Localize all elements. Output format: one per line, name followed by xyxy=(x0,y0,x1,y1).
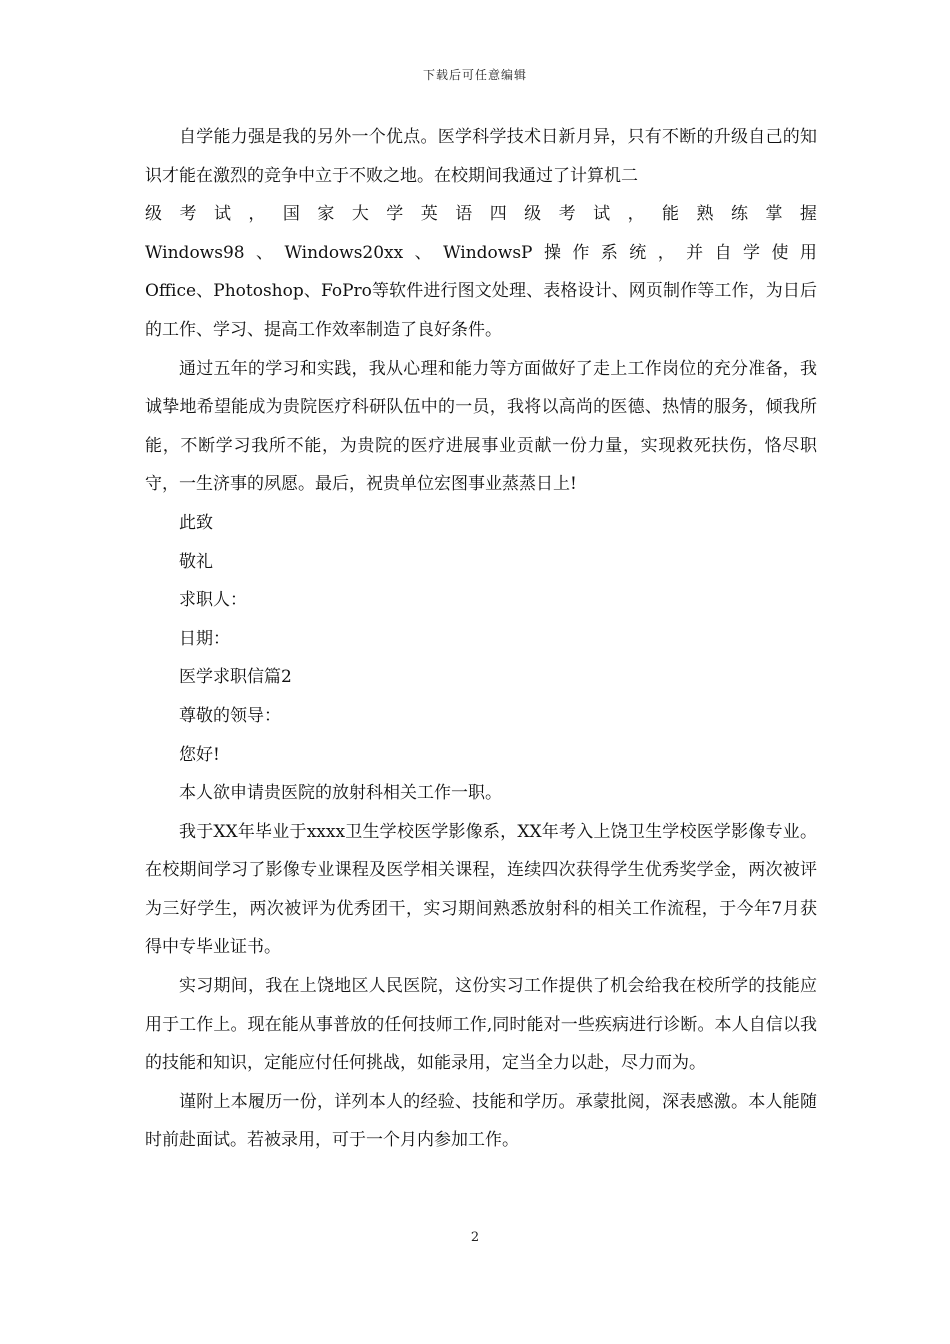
word: 、 xyxy=(414,242,432,263)
word: 掌 xyxy=(765,204,783,225)
word: Windows98 xyxy=(145,242,245,263)
word: 统 xyxy=(629,242,647,263)
salutation: 尊敬的领导： xyxy=(179,705,281,726)
word: 练 xyxy=(730,204,748,225)
word: 英 xyxy=(420,204,438,225)
word: 考 xyxy=(179,204,197,225)
word: 并 xyxy=(686,242,704,263)
word: 语 xyxy=(455,204,473,225)
paragraph-resume: 谨附上本履历一份，详列本人的经验、技能和学历。承蒙批阅，深表感激。本人能随时前赴面试。若被录用，可于一个月内参加工作。 xyxy=(145,1091,817,1151)
word: 作 xyxy=(572,242,590,263)
closing-line-2: 敬礼 xyxy=(179,551,213,572)
paragraph-self-learning: 自学能力强是我的另外一个优点。医学科学技术日新月异，只有不断的升级自己的知识才能在激烈的竞争中立于不败之地。在校期间我通过了计算机二 xyxy=(145,127,817,186)
word: 用 xyxy=(799,242,817,263)
word: 、 xyxy=(256,242,274,263)
word: ， xyxy=(627,204,645,225)
word: 操 xyxy=(543,242,561,263)
applicant-label: 求职人： xyxy=(179,590,247,611)
word: 试 xyxy=(213,204,231,225)
word: 学 xyxy=(743,242,761,263)
paragraph-self-learning-spaced-line-1 xyxy=(145,195,817,234)
word: Windows20xx xyxy=(284,242,404,263)
greeting: 您好! xyxy=(179,744,220,765)
word: WindowsP xyxy=(443,242,533,263)
intro-line: 本人欲申请贵医院的放射科相关工作一职。 xyxy=(179,783,502,804)
closing-line-1: 此致 xyxy=(179,512,213,533)
word: 系 xyxy=(600,242,618,263)
word: 自 xyxy=(714,242,732,263)
word: 考 xyxy=(558,204,576,225)
word: 国 xyxy=(282,204,300,225)
word: 学 xyxy=(386,204,404,225)
paragraph-self-learning-rest: Office、Photoshop、FoPro等软件进行图文处理、表格设计、网页制作等工作，为日后的工作、学习、提高工作效率制造了良好条件。 xyxy=(145,281,817,340)
paragraph-education: 我于XX年毕业于xxxx卫生学校医学影像系，XX年考入上饶卫生学校医学影像专业。在校期间学习了影像专业课程及医学相关课程，连续四次获得学生优秀奖学金，两次被评为三好学生，两次被评为优秀团干，实习期间熟悉放射科的相关工作流程，于今年7月获得中专毕业证书。 xyxy=(145,821,817,958)
paragraph-self-learning-spaced-line-2 xyxy=(145,234,817,273)
word: 熟 xyxy=(696,204,714,225)
page-number: 2 xyxy=(470,1230,480,1245)
page-header: 下载后可任意编辑 xyxy=(422,68,527,82)
word: 四 xyxy=(489,204,507,225)
date-label: 日期： xyxy=(179,628,230,649)
word: 级 xyxy=(145,204,162,225)
paragraph-preparation: 通过五年的学习和实践，我从心理和能力等方面做好了走上工作岗位的充分准备，我诚挚地希望能成为贵院医疗科研队伍中的一员，我将以高尚的医德、热情的服务，倾我所能，不断学习我所不能，为贵院的医疗进展事业贡献一份力量，实现救死扶伤，恪尽职守，一生济事的夙愿。最后，祝贵单位宏图事业蒸蒸日上! xyxy=(145,358,817,495)
word: 使 xyxy=(771,242,789,263)
word: 能 xyxy=(662,204,680,225)
word: 大 xyxy=(351,204,369,225)
word: ， xyxy=(657,242,675,263)
word: 级 xyxy=(524,204,542,225)
section-title: 医学求职信篇2 xyxy=(179,667,292,688)
word: ， xyxy=(248,204,266,225)
word: 握 xyxy=(799,204,817,225)
document-body xyxy=(145,118,817,1160)
paragraph-internship: 实习期间，我在上饶地区人民医院，这份实习工作提供了机会给我在校所学的技能应用于工作上。现在能从事普放的任何技师工作,同时能对一些疾病进行诊断。本人自信以我的技能和知识，定能应付任何挑战，如能录用，定当全力以赴，尽力而为。 xyxy=(145,976,817,1074)
word: 试 xyxy=(593,204,611,225)
word: 家 xyxy=(317,204,335,225)
